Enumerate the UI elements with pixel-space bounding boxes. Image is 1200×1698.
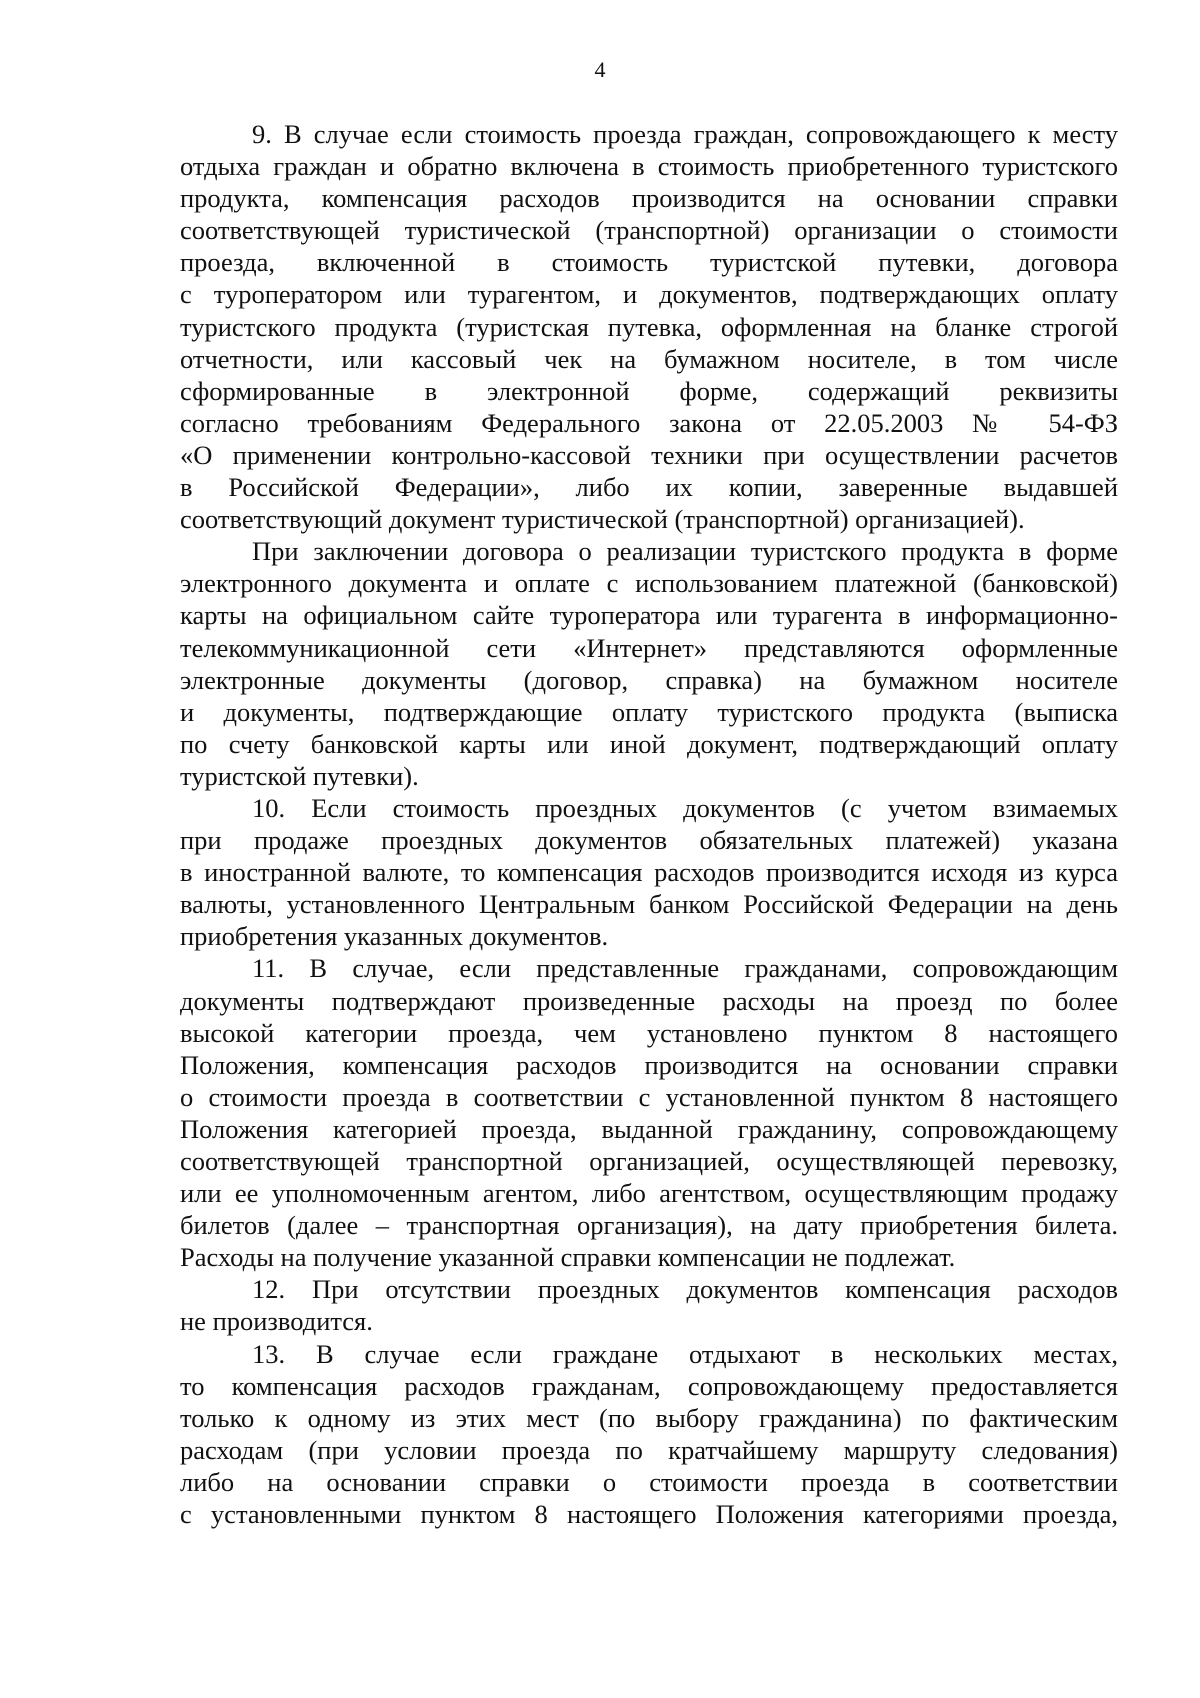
text-line: то компенсация расходов гражданам, сопровождающему предоставляется [180, 1370, 1118, 1401]
text-line: согласно требованиям Федерального закона от 22.05.2003 № 54-ФЗ [180, 407, 1118, 438]
text-line: При заключении договора о реализации туристского продукта в форме [252, 536, 1118, 567]
text-line: валюты, установленного Центральным банком Российской Федерации на день [180, 889, 1118, 920]
page-number: 4 [594, 57, 606, 82]
text-line: при продаже проездных документов обязательных платежей) указана [180, 825, 1118, 856]
paragraph [180, 792, 1118, 952]
text-line: карты на официальном сайте туроператора или турагента в информационно- [180, 600, 1118, 631]
text-line: электронного документа и оплате с использованием платежной (банковской) [180, 568, 1118, 599]
text-line: приобретения указанных документов. [180, 921, 609, 952]
paragraph [180, 535, 1118, 792]
text-line: 10. Если стоимость проездных документов (с учетом взимаемых [252, 792, 1118, 823]
paragraph [180, 1273, 1118, 1337]
text-line: 11. В случае, если представленные гражданами, сопровождающим [252, 953, 1118, 984]
text-line: высокой категории проезда, чем установлено пунктом 8 настоящего [180, 1017, 1118, 1048]
text-line: соответствующий документ туристической (транспортной) организацией). [180, 504, 1025, 535]
text-line: «О применении контрольно-кассовой техники при осуществлении расчетов [180, 439, 1118, 470]
text-line: соответствующей туристической (транспортной) организации о стоимости [180, 215, 1118, 246]
document-body [180, 118, 1118, 1530]
text-line: отчетности, или кассовый чек на бумажном носителе, в том числе [180, 343, 1118, 374]
paragraph [180, 118, 1118, 535]
paragraph [180, 952, 1118, 1273]
text-line: расходам (при условии проезда по кратчайшему маршруту следования) [180, 1434, 1118, 1465]
text-line: туристского продукта (туристская путевка, оформленная на бланке строгой [180, 311, 1118, 342]
text-line: с туроператором или турагентом, и документов, подтверждающих оплату [180, 279, 1118, 310]
text-line: только к одному из этих мест (по выбору гражданина) по фактическим [180, 1402, 1118, 1433]
paragraph [180, 1338, 1118, 1531]
text-line: продукта, компенсация расходов производится на основании справки [180, 183, 1118, 214]
text-line: 12. При отсутствии проездных документов компенсация расходов [252, 1274, 1118, 1305]
text-line: 9. В случае если стоимость проезда граждан, сопровождающего к месту [252, 119, 1118, 149]
text-line: проезда, включенной в стоимость туристской путевки, договора [180, 247, 1118, 278]
text-line: билетов (далее – транспортная организация), на дату приобретения билета. [180, 1210, 1118, 1241]
text-line: о стоимости проезда в соответствии с установленной пунктом 8 настоящего [180, 1081, 1118, 1112]
text-line: Положения, компенсация расходов производится на основании справки [180, 1049, 1118, 1080]
text-line: отдыха граждан и обратно включена в стоимость приобретенного туристского [180, 151, 1118, 182]
text-line: и документы, подтверждающие оплату туристского продукта (выписка [180, 696, 1118, 727]
text-line: электронные документы (договор, справка) на бумажном носителе [180, 664, 1118, 695]
text-line: или ее уполномоченным агентом, либо агентством, осуществляющим продажу [180, 1178, 1118, 1209]
text-line: сформированные в электронной форме, содержащий реквизиты [180, 375, 1118, 406]
text-line: туристской путевки). [180, 760, 419, 791]
text-line: Положения категорией проезда, выданной гражданину, сопровождающему [180, 1113, 1118, 1144]
text-line: в Российской Федерации», либо их копии, заверенные выдавшей [180, 472, 1118, 503]
text-line: либо на основании справки о стоимости проезда в соответствии [180, 1466, 1118, 1497]
text-line: Расходы на получение указанной справки компенсации не подлежат. [180, 1242, 956, 1273]
text-line: по счету банковской карты или иной документ, подтверждающий оплату [180, 728, 1118, 759]
text-line: документы подтверждают произведенные расходы на проезд по более [180, 985, 1118, 1016]
text-line: телекоммуникационной сети «Интернет» представляются оформленные [180, 632, 1118, 663]
text-line: не производится. [180, 1306, 373, 1337]
text-line: соответствующей транспортной организацией, осуществляющей перевозку, [180, 1146, 1118, 1176]
text-line: с установленными пунктом 8 настоящего Положения категориями проезда, [180, 1499, 1118, 1530]
text-line: в иностранной валюте, то компенсация расходов производится исходя из курса [180, 857, 1118, 888]
text-line: 13. В случае если граждане отдыхают в нескольких местах, [252, 1338, 1118, 1369]
